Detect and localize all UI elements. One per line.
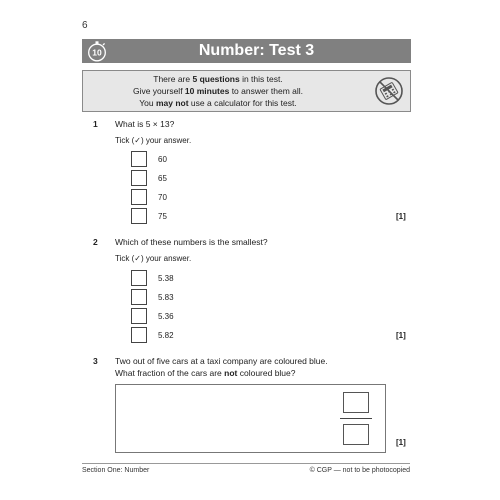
page-title: Number: Test 3	[198, 42, 315, 59]
info-line-3: You may not use a calculator for this test.	[139, 98, 297, 108]
question-3-text-line-2: What fraction of the cars are not coloured blue?	[115, 368, 296, 378]
answer-option: 75	[158, 212, 167, 221]
answer-option: 60	[158, 155, 167, 164]
fraction-bar	[340, 418, 372, 419]
working-area[interactable]	[115, 384, 386, 453]
timer-value: 10	[92, 47, 102, 58]
info-line-1: There are 5 questions in this test.	[153, 74, 283, 84]
no-calculator-icon	[374, 76, 404, 106]
footer-copyright: © CGP — not to be photocopied	[309, 467, 410, 474]
test-instructions-box	[82, 70, 411, 112]
answer-option: 5.83	[158, 293, 174, 302]
question-3-number: 3	[93, 356, 98, 366]
answer-option: 65	[158, 174, 167, 183]
answer-checkbox[interactable]	[131, 170, 147, 186]
denominator-input[interactable]	[343, 424, 369, 445]
answer-option: 5.38	[158, 274, 174, 283]
numerator-input[interactable]	[343, 392, 369, 413]
question-1-text: What is 5 × 13?	[115, 119, 175, 129]
question-2-number: 2	[93, 237, 98, 247]
question-3-text-line-1: Two out of five cars at a taxi company are coloured blue.	[115, 356, 328, 366]
answer-checkbox[interactable]	[131, 270, 147, 286]
answer-checkbox[interactable]	[131, 208, 147, 224]
answer-checkbox[interactable]	[131, 189, 147, 205]
answer-checkbox[interactable]	[131, 289, 147, 305]
footer-divider	[82, 463, 410, 464]
answer-option: 70	[158, 193, 167, 202]
info-line-2: Give yourself 10 minutes to answer them all.	[132, 86, 304, 96]
question-1-marks: [1]	[396, 212, 406, 221]
question-1-instruction: Tick (✓) your answer.	[115, 136, 192, 145]
question-1-number: 1	[93, 119, 98, 129]
answer-checkbox[interactable]	[131, 308, 147, 324]
answer-option: 5.82	[158, 331, 174, 340]
test-title-bar	[82, 39, 411, 63]
question-2-text: Which of these numbers is the smallest?	[115, 237, 268, 247]
answer-checkbox[interactable]	[131, 327, 147, 343]
answer-option: 5.36	[158, 312, 174, 321]
question-2-instruction: Tick (✓) your answer.	[115, 254, 192, 263]
question-3-marks: [1]	[396, 438, 406, 447]
footer-section-label: Section One: Number	[82, 467, 150, 474]
answer-checkbox[interactable]	[131, 151, 147, 167]
question-2-marks: [1]	[396, 331, 406, 340]
page-number: 6	[82, 20, 88, 31]
